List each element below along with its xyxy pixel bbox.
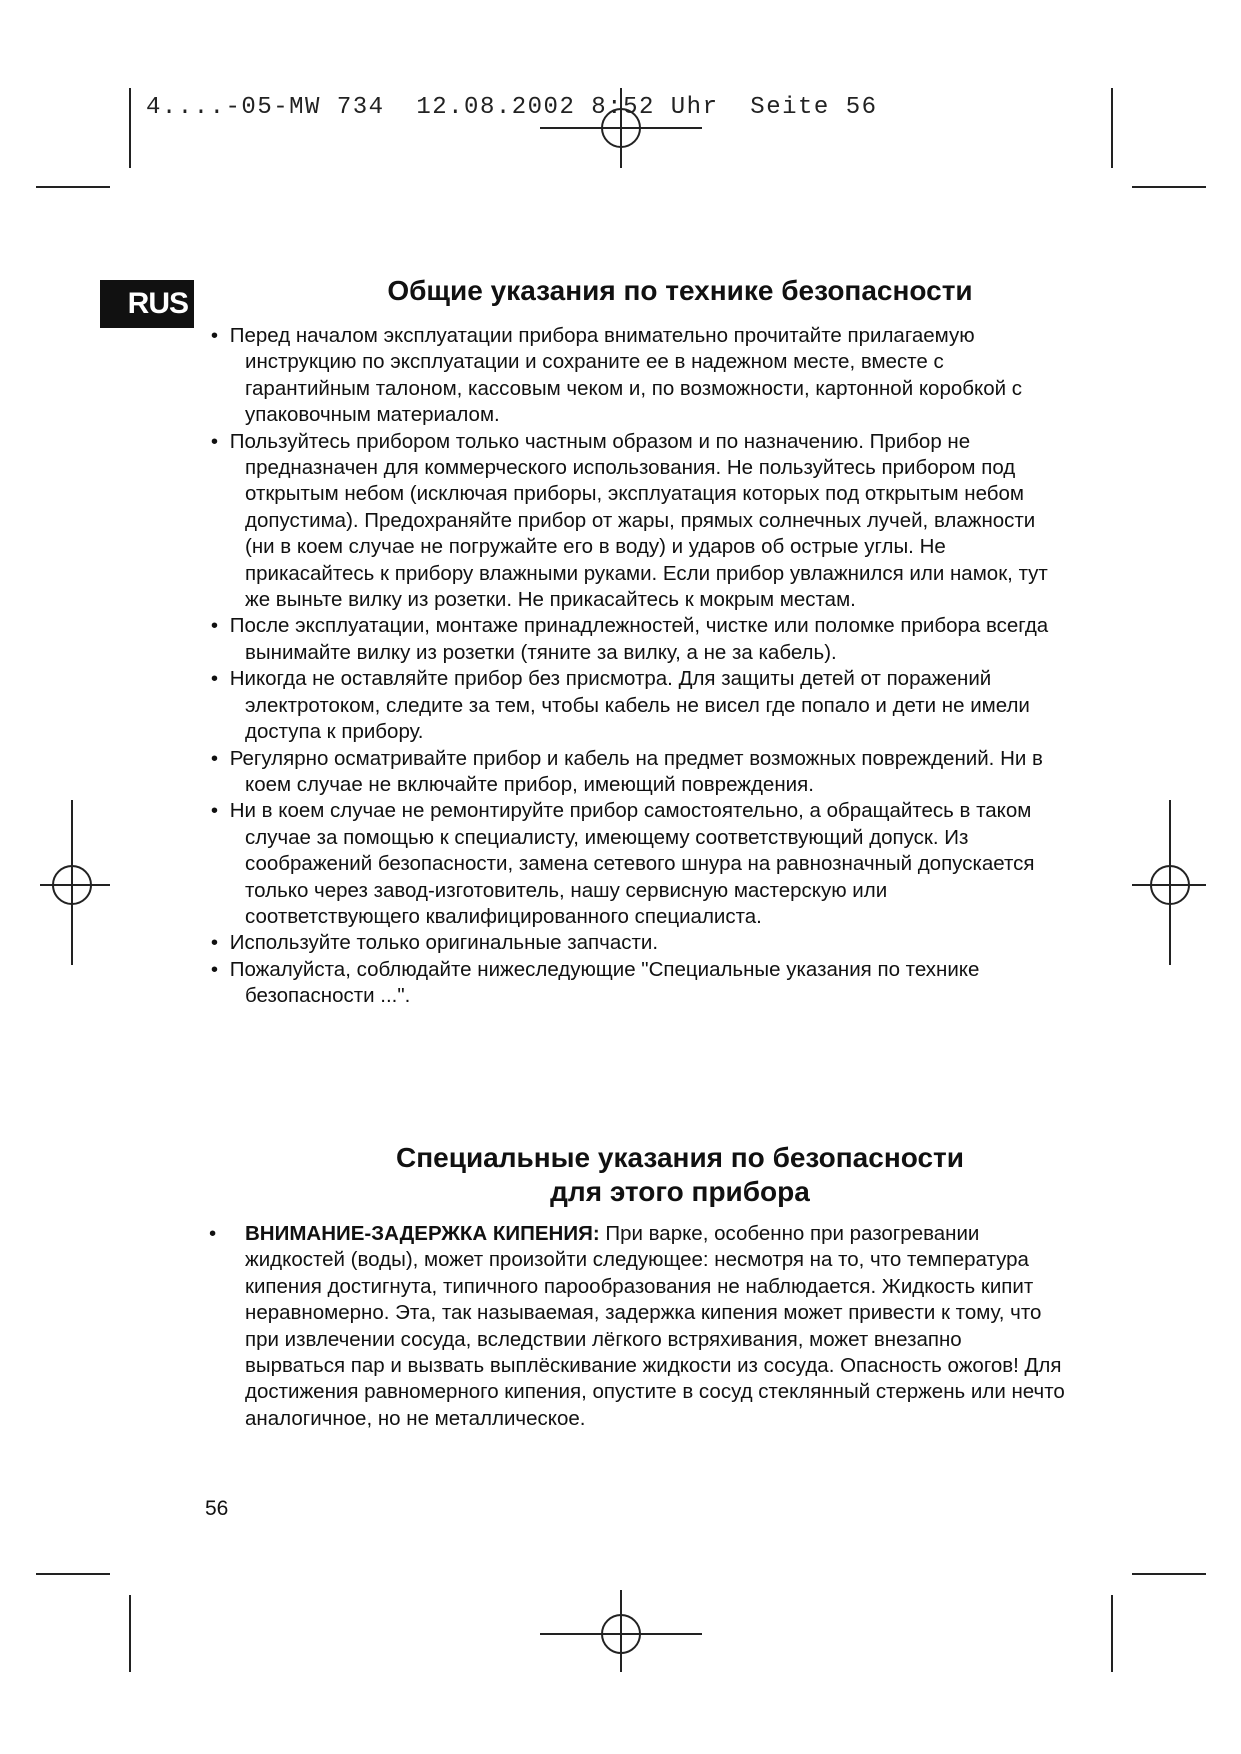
list-item: • Пожалуйста, соблюдайте нижеследующие "Специальные указания по технике безопасности ...".: [205, 957, 1065, 1010]
bullet: •: [210, 324, 219, 347]
bullet: •: [210, 614, 219, 638]
list-item: • Используйте только оригинальные запчасти.: [205, 930, 1065, 956]
bullet: •: [210, 957, 219, 981]
list-item: • После эксплуатации, монтаже принадлежностей, чистке или поломке прибора всегда вынимайте вилку из розетки (тяните за вилку, а не за кабель).: [205, 613, 1065, 666]
warning-text: При варке, особенно при разогревании жидкостей (воды), может произойти следующее: несмотря на то, что температура кипения достигнута, типичного парообразования не наблюдается. Жидкость кипит неравномерно. Эта, так называемая, задержка кипения может привести к тому, что при извлечении сосуда, вследствии лёгкого встряхивания, может внезапно вырваться пар и вызвать выплёскивание жидкости из сосуда. Опасность ожогов! Для достижения равномерного кипения, опустите в сосуд стеклянный стержень или нечто аналогичное, но не металлическое.: [245, 1222, 1065, 1430]
warning-label: ВНИМАНИЕ-ЗАДЕРЖКА КИПЕНИЯ:: [245, 1222, 600, 1245]
list-item: [205, 1221, 1065, 1432]
print-slug-line: 4....-05-MW 734 12.08.2002 8:52 Uhr Seite 56: [146, 94, 878, 121]
page-number: 56: [205, 1497, 229, 1520]
section-title-special-safety: [230, 1141, 1130, 1209]
bullet: •: [210, 667, 219, 691]
bullet: •: [210, 931, 219, 955]
bullet: •: [210, 746, 219, 770]
language-tab: RUS: [100, 280, 194, 328]
section-title-line-1: Специальные указания по безопасности: [396, 1142, 964, 1173]
bullet: •: [210, 799, 219, 823]
list-item: • Никогда не оставляйте прибор без присмотра. Для защиты детей от поражений электротоком, следите за тем, чтобы кабель не висел где попало и дети не имели доступа к прибору.: [205, 666, 1065, 745]
special-safety-list: [205, 1221, 1065, 1432]
bullet: •: [210, 429, 219, 453]
list-item: • Перед началом эксплуатации прибора внимательно прочитайте прилагаемую инструкцию по эксплуатации и сохраните ее в надежном месте, вместе с гарантийным талоном, кассовым чеком и, по возможности, картонной коробкой с упаковочным материалом.: [205, 323, 1065, 429]
bullet: •: [209, 1222, 217, 1245]
general-safety-list: [205, 323, 1065, 1010]
list-item: • Ни в коем случае не ремонтируйте прибор самостоятельно, а обращайтесь в таком случае за помощью к специалисту, имеющему соответствующий допуск. Из соображений безопасности, замена сетевого шнура на равнозначный допускается только через завод-изготовитель, нашу сервисную мастерскую или соответствующего квалифицированного специалиста.: [205, 798, 1065, 930]
list-item: • Регулярно осматривайте прибор и кабель на предмет возможных повреждений. Ни в коем случае не включайте прибор, имеющий повреждения.: [205, 746, 1065, 799]
section-title-line-2: для этого прибора: [550, 1176, 810, 1207]
section-title-general-safety: Общие указания по технике безопасности: [387, 275, 973, 306]
list-item: • Пользуйтесь прибором только частным образом и по назначению. Прибор не предназначен для коммерческого использования. Не пользуйтесь прибором под открытым небом (исключая приборы, эксплуатация которых под открытым небом допустима). Предохраняйте прибор от жары, прямых солнечных лучей, влажности (ни в коем случае не погружайте его в воду) и ударов об острые углы. Не прикасайтесь к прибору влажными руками. Если прибор увлажнился или намок, тут же выньте вилку из розетки. Не прикасайтесь к мокрым местам.: [205, 429, 1065, 614]
